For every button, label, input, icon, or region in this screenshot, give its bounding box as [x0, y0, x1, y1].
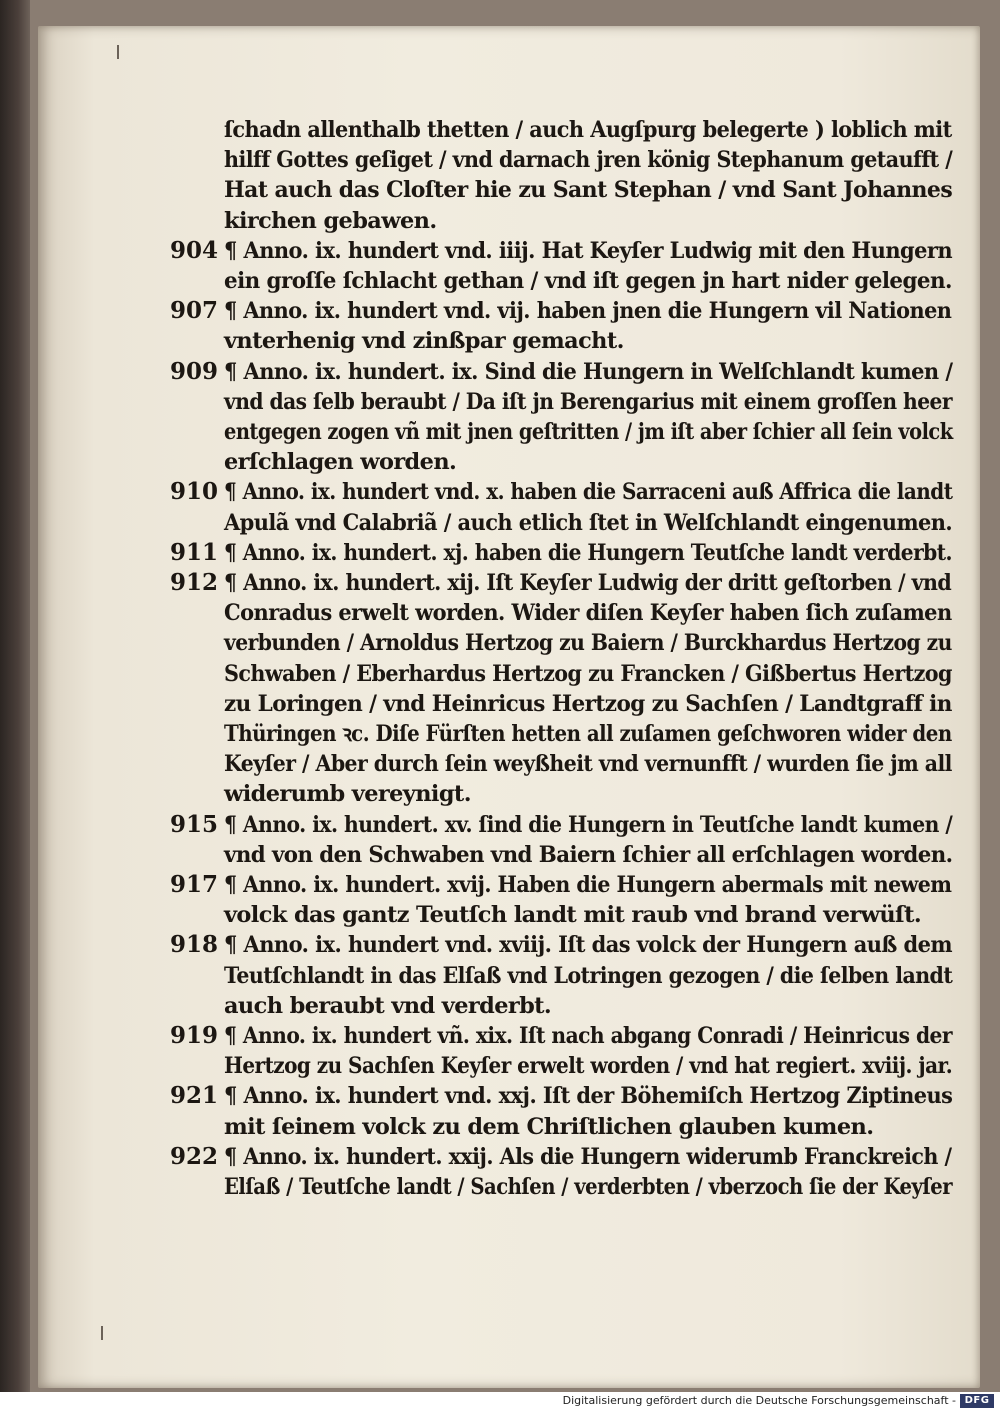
- text-line: erſchlagen worden.: [224, 449, 457, 475]
- year-marker: 904: [169, 237, 218, 264]
- year-marker: 915: [169, 811, 218, 838]
- text-line: Thüringen ꝛc. Diſe Fürſten hetten all zuſamen geſchworen wider den: [224, 721, 952, 747]
- paper-mark: [101, 1326, 103, 1340]
- text-line: Keyſer / Aber durch ſein weyßheit vnd vernunfft / wurden ſie jm all: [224, 751, 952, 777]
- year-marker: 907: [169, 297, 218, 324]
- text-line: Apulã vnd Calabriã / auch etlich ſtet in Welſchlandt eingenumen.: [224, 510, 953, 536]
- text-line: ¶ Anno. ix. hundert. xxij. Als die Hungern widerumb Franckreich /: [224, 1144, 952, 1170]
- text-line: ¶ Anno. ix. hundert. xvij. Haben die Hungern abermals mit newem: [224, 872, 952, 898]
- text-line: ¶ Anno. ix. hundert. xv. ſind die Hungern in Teutſche landt kumen /: [224, 812, 953, 838]
- text-line: ¶ Anno. ix. hundert vnd. iiij. Hat Keyſer Ludwig mit den Hungern: [224, 238, 953, 264]
- year-marker: 911: [169, 539, 218, 566]
- dfg-logo-icon: DFG: [960, 1394, 994, 1408]
- text-line: ¶ Anno. ix. hundert. xij. Iſt Keyſer Ludwig der dritt geſtorben / vnd: [224, 570, 952, 596]
- text-line: volck das gantz Teutſch landt mit raub vnd brand verwüſt.: [224, 902, 922, 928]
- year-marker: 909: [169, 358, 218, 385]
- footer-bar: [0, 1392, 1000, 1411]
- text-line: auch beraubt vnd verderbt.: [224, 993, 552, 1019]
- year-marker: 912: [169, 569, 218, 596]
- text-line: ¶ Anno. ix. hundert vnd. xviij. Iſt das volck der Hungern auß dem: [224, 932, 953, 958]
- text-line: Teutſchlandt in das Elſaß vnd Lotringen gezogen / die ſelben landt: [224, 963, 953, 989]
- text-line: ¶ Anno. ix. hundert vnd. vij. haben jnen die Hungern vil Nationen: [224, 298, 952, 324]
- text-line: zu Loringen / vnd Heinricus Hertzog zu Sachſen / Landtgraff in: [224, 691, 952, 717]
- book-binding-edge: [0, 0, 30, 1392]
- text-line: Hat auch das Cloſter hie zu Sant Stephan / vnd Sant Johannes: [224, 177, 953, 203]
- text-line: verbunden / Arnoldus Hertzog zu Baiern / Burckhardus Hertzog zu: [224, 630, 952, 656]
- text-line: ¶ Anno. ix. hundert. ix. Sind die Hungern in Welſchlandt kumen /: [224, 359, 953, 385]
- dfg-credit-text: Digitalisierung gefördert durch die Deutsche Forschungsgemeinschaft -: [562, 1394, 956, 1407]
- text-line: ¶ Anno. ix. hundert vnd. xxj. Iſt der Böhemiſch Hertzog Ziptineus: [224, 1083, 953, 1109]
- year-marker: 910: [169, 478, 218, 505]
- text-line: widerumb vereynigt.: [224, 781, 471, 807]
- year-marker: 919: [169, 1022, 218, 1049]
- year-marker: 917: [169, 871, 218, 898]
- text-line: Conradus erwelt worden. Wider diſen Keyſer haben ſich zuſamen: [224, 600, 952, 626]
- paper-mark: [117, 45, 119, 59]
- text-line: ¶ Anno. ix. hundert vnd. x. haben die Sarraceni auß Affrica die landt: [224, 479, 953, 505]
- text-line: Schwaben / Eberhardus Hertzog zu Francken / Gißbertus Hertzog: [224, 661, 952, 687]
- text-line: ¶ Anno. ix. hundert. xj. haben die Hungern Teutſche landt verderbt.: [224, 540, 953, 566]
- year-marker: 921: [169, 1082, 218, 1109]
- text-line: vnd das ſelb beraubt / Da iſt jn Berengarius mit einem groſſen heer: [224, 389, 952, 415]
- text-line: entgegen zogen vñ mit jnen geſtritten / jm iſt aber ſchier all ſein volck: [224, 419, 953, 445]
- text-line: ¶ Anno. ix. hundert vñ. xix. Iſt nach abgang Conradi / Heinricus der: [224, 1023, 953, 1049]
- text-line: ein groſſe ſchlacht gethan / vnd iſt gegen jn hart nider gelegen.: [224, 268, 952, 294]
- text-line: vnd von den Schwaben vnd Baiern ſchier all erſchlagen worden.: [224, 842, 953, 868]
- text-line: ſchadn allenthalb thetten / auch Augſpurg belegerte ) loblich mit: [224, 117, 952, 143]
- year-marker: 918: [169, 931, 218, 958]
- text-line: hilff Gottes geſiget / vnd darnach jren könig Stephanum getaufft /: [224, 147, 953, 173]
- year-marker: 922: [169, 1143, 218, 1170]
- text-line: vnterhenig vnd zinßpar gemacht.: [224, 328, 624, 354]
- text-line: kirchen gebawen.: [224, 208, 437, 234]
- text-line: Hertzog zu Sachſen Keyſer erwelt worden / vnd hat regiert. xviij. jar.: [224, 1053, 953, 1079]
- text-line: mit ſeinem volck zu dem Chriſtlichen glauben kumen.: [224, 1114, 874, 1140]
- text-line: Elſaß / Teutſche landt / Sachſen / verderbten / vberzoch ſie der Keyſer: [224, 1174, 953, 1200]
